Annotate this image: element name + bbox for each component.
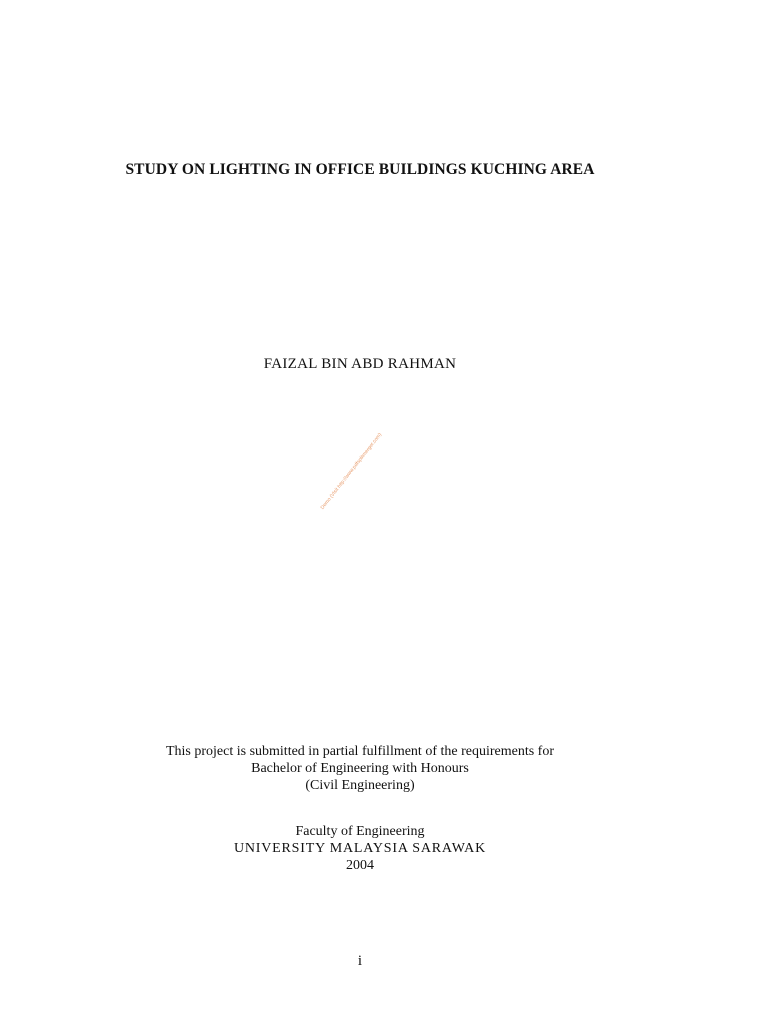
author-name: FAIZAL BIN ABD RAHMAN (263, 356, 457, 372)
submission-line-1: This project is submitted in partial fulfillment of the requirements for (165, 744, 554, 759)
university-name: UNIVERSITY MALAYSIA SARAWAK (233, 841, 486, 856)
submission-line-3: (Civil Engineering) (305, 778, 415, 793)
faculty-block (0, 823, 720, 874)
page-number: i (357, 953, 363, 969)
document-title: STUDY ON LIGHTING IN OFFICE BUILDINGS KUCHING AREA (125, 161, 595, 178)
watermark-text: Demo (Visit http://www.pdfsplitmerger.com) (319, 431, 384, 511)
submission-year: 2004 (346, 858, 374, 873)
submission-statement (0, 743, 720, 794)
faculty-name: Faculty of Engineering (295, 824, 425, 839)
submission-line-2: Bachelor of Engineering with Honours (251, 761, 469, 776)
